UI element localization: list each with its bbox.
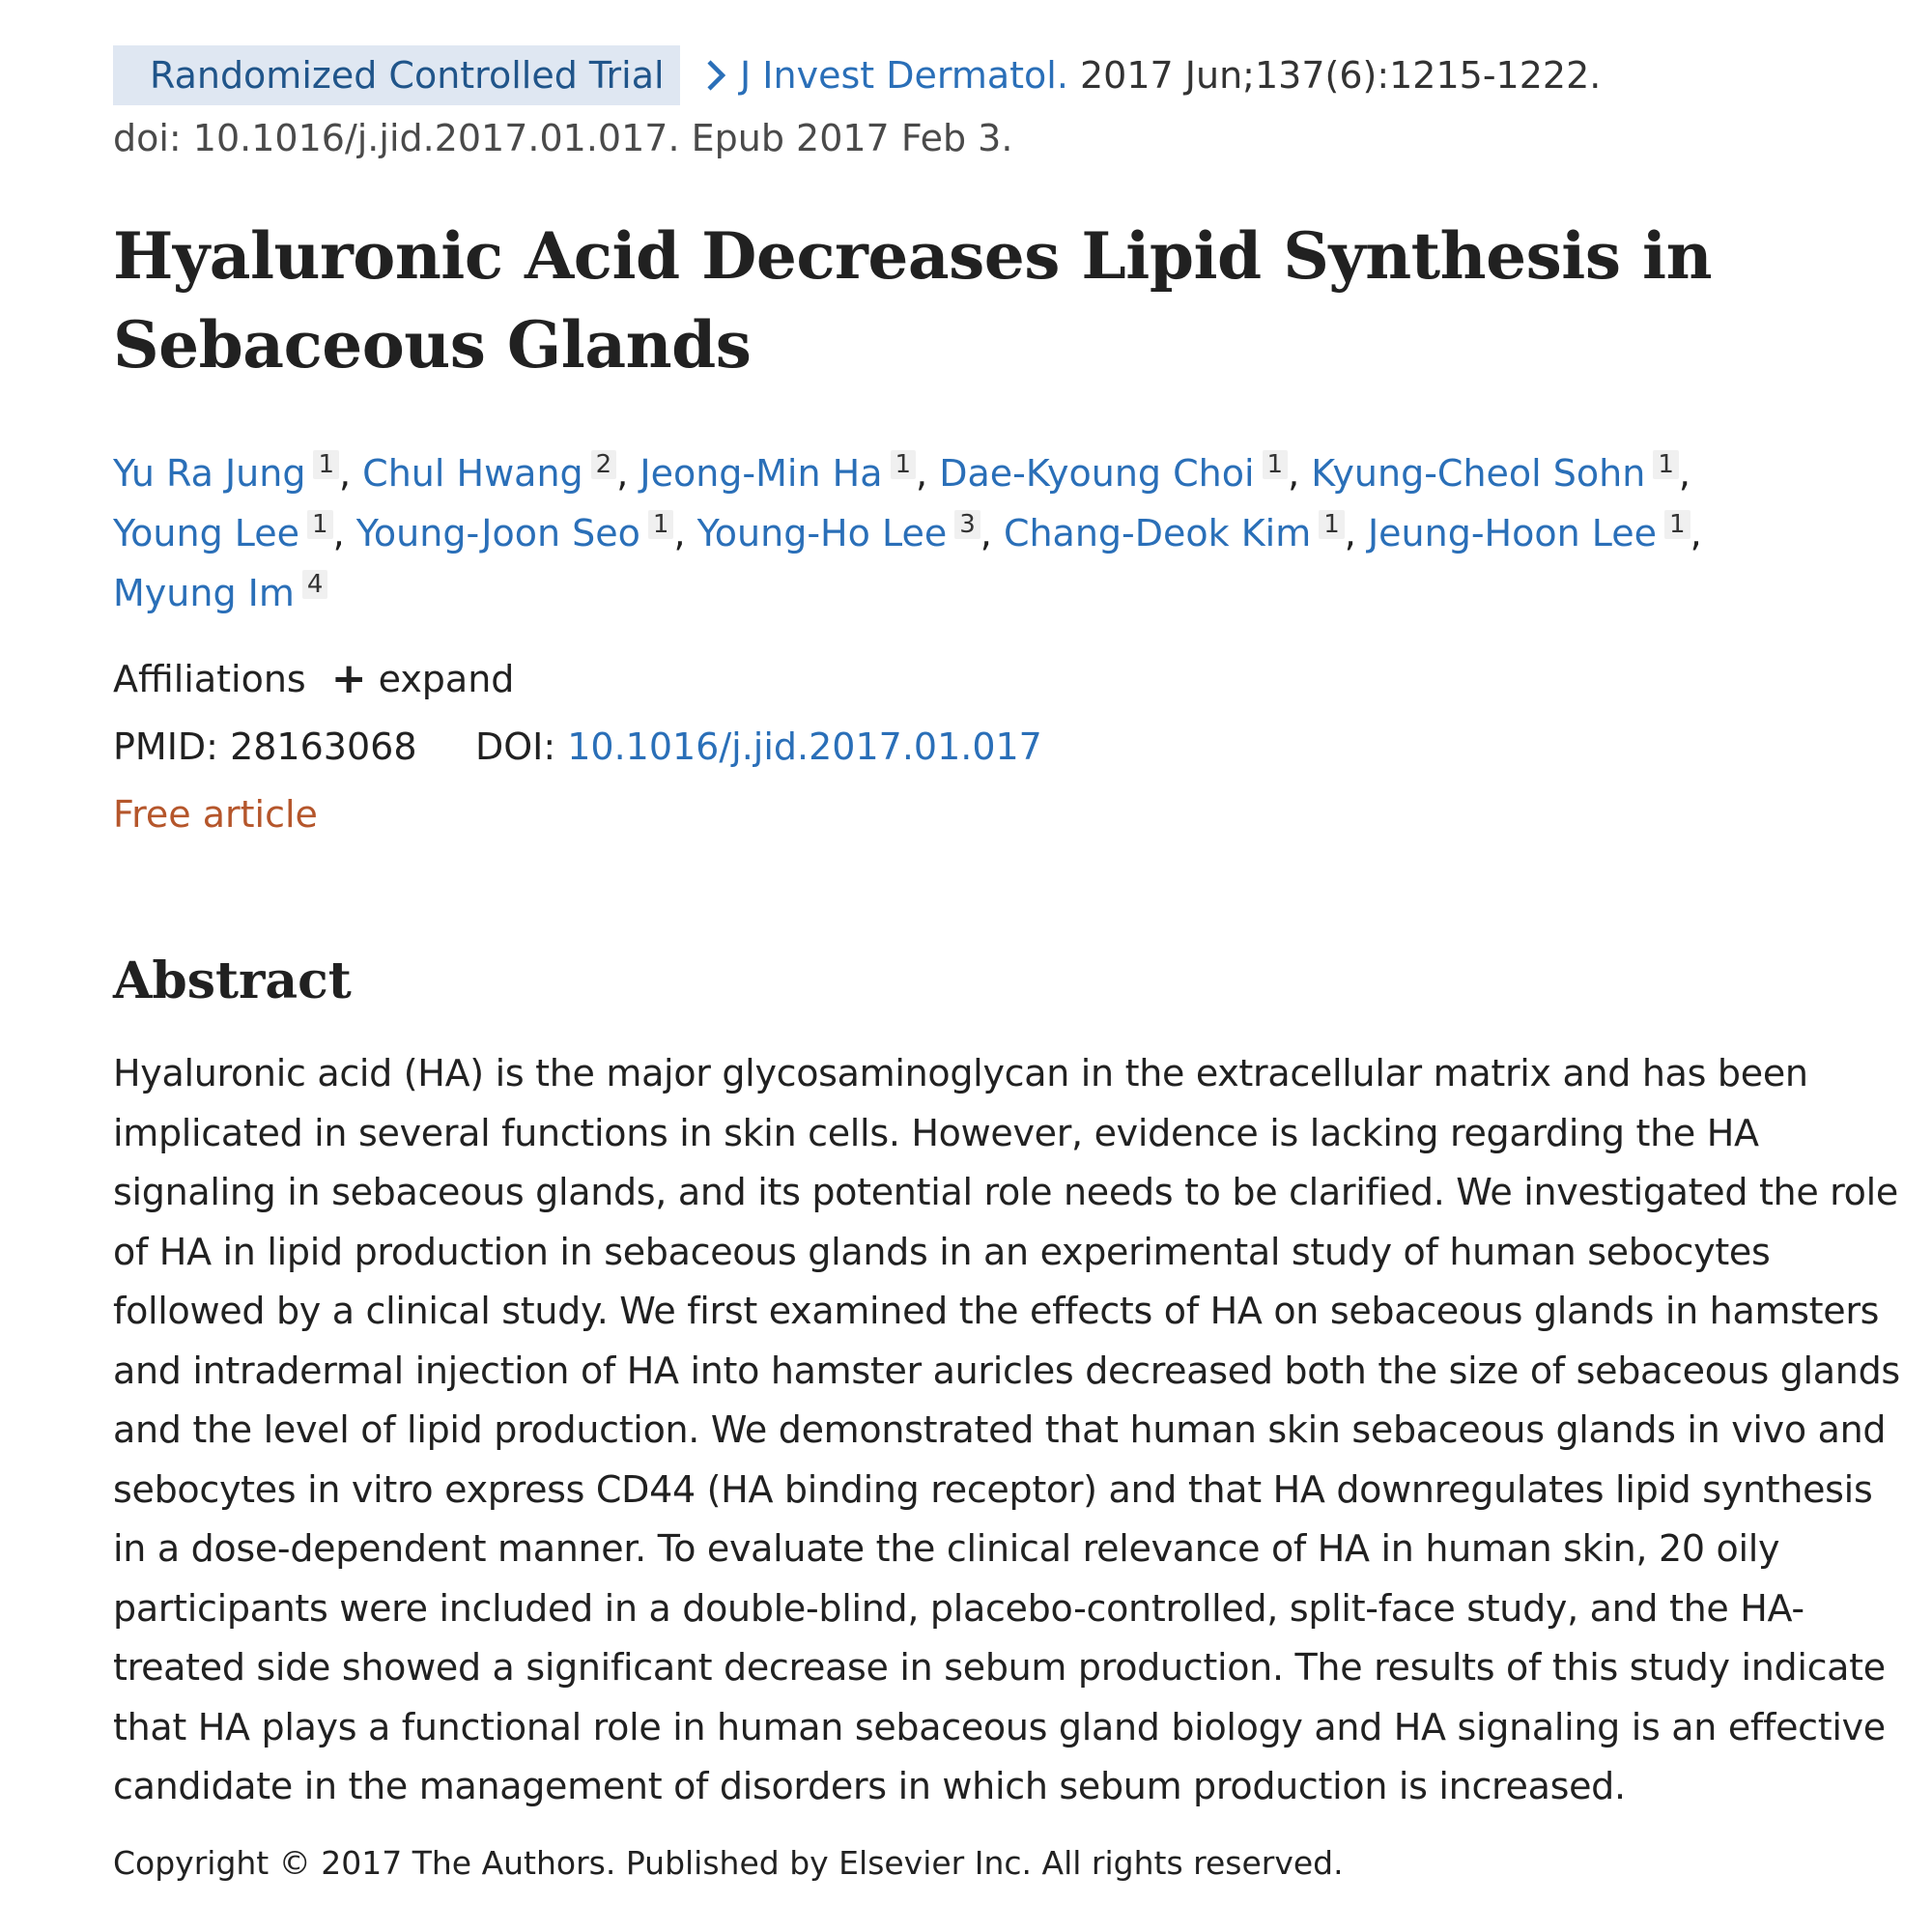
author-separator: , (980, 512, 1004, 554)
expand-label: expand (378, 658, 515, 700)
author-link[interactable]: Chang-Deok Kim (1003, 512, 1312, 554)
author-entry (639, 452, 939, 495)
affiliations-label: Affiliations (113, 658, 306, 700)
author-link[interactable]: Young-Joon Seo (355, 512, 640, 554)
author-link[interactable]: Yu Ra Jung (113, 452, 306, 495)
affiliations-row (113, 652, 1900, 706)
author-link[interactable]: Young-Ho Lee (696, 512, 948, 554)
author-separator: , (1344, 512, 1368, 554)
author-separator: , (1690, 512, 1702, 554)
affiliation-number[interactable]: 4 (302, 570, 328, 599)
author-link[interactable]: Dae-Kyoung Choi (939, 452, 1255, 495)
author-separator: , (1678, 452, 1690, 495)
publication-type-badge[interactable]: Randomized Controlled Trial (113, 45, 680, 105)
affiliation-number[interactable]: 1 (891, 450, 917, 479)
author-link[interactable]: Jeung-Hoon Lee (1367, 512, 1658, 554)
author-link[interactable]: Chul Hwang (362, 452, 583, 495)
author-separator: , (339, 452, 363, 495)
author-entry (939, 452, 1311, 495)
copyright-notice: Copyright © 2017 The Authors. Published by Elsevier Inc. All rights reserved. (113, 1843, 1344, 1882)
abstract-heading: Abstract (113, 952, 352, 1010)
author-link[interactable]: Kyung-Cheol Sohn (1311, 452, 1646, 495)
author-list (113, 443, 1794, 623)
article-page (113, 45, 1900, 1882)
affiliation-number[interactable]: 1 (1263, 450, 1289, 479)
doi-label: DOI: (474, 725, 556, 768)
affiliation-number[interactable]: 2 (591, 450, 617, 479)
author-separator: , (332, 512, 356, 554)
author-separator: , (673, 512, 697, 554)
author-link[interactable]: Myung Im (113, 572, 295, 614)
affiliation-number[interactable]: 1 (648, 510, 674, 539)
affiliation-number[interactable]: 1 (313, 450, 339, 479)
affiliation-number[interactable]: 1 (1319, 510, 1345, 539)
journal-link[interactable]: J Invest Dermatol. (740, 54, 1068, 97)
author-entry (1368, 512, 1702, 554)
author-entry (1311, 452, 1690, 495)
affiliation-number[interactable]: 1 (1664, 510, 1690, 539)
chevron-right-icon (701, 58, 730, 93)
affiliation-number[interactable]: 1 (307, 510, 333, 539)
doi-epub-line: doi: 10.1016/j.jid.2017.01.017. Epub 2017 Feb 3. (113, 117, 1013, 159)
plus-icon: + (330, 654, 367, 703)
author-separator: , (916, 452, 940, 495)
author-link[interactable]: Young Lee (113, 512, 300, 554)
doi-link[interactable]: 10.1016/j.jid.2017.01.017 (567, 725, 1042, 768)
author-separator: , (616, 452, 640, 495)
journal-citation (701, 54, 1601, 97)
author-entry (697, 512, 1004, 554)
expand-affiliations-button[interactable] (330, 654, 515, 703)
article-title: Hyaluronic Acid Decreases Lipid Synthesis in Sebaceous Glands (113, 218, 1713, 383)
free-article-label: Free article (113, 793, 318, 836)
citation-details: 2017 Jun;137(6):1215-1222. (1080, 54, 1602, 97)
author-entry (356, 512, 697, 554)
author-entry (1004, 512, 1368, 554)
citation-header (113, 45, 1900, 105)
author-entry (362, 452, 639, 495)
affiliation-number[interactable]: 1 (1653, 450, 1679, 479)
pmid-value: 28163068 (230, 725, 417, 768)
identifiers (113, 720, 1900, 774)
affiliation-number[interactable]: 3 (954, 510, 980, 539)
author-separator: , (1288, 452, 1312, 495)
author-entry (113, 452, 362, 495)
abstract-text: Hyaluronic acid (HA) is the major glycosaminoglycan in the extracellular matrix and has been implicated in several functions in skin cells. However, evidence is lacking regarding the HA signaling in sebaceous glands, and its potential role needs to be clarified. We investigated the role of HA in lipid production in sebaceous glands in an experimental study of human sebocytes followed by a clinical study. We first examined the effects of HA on sebaceous glands in hamsters and intradermal injection of HA into hamster auricles decreased both the size of sebaceous glands and the level of lipid production. We demonstrated that human skin sebaceous glands in vivo and sebocytes in vitro express CD44 (HA binding receptor) and that HA downregulates lipid synthesis in a dose-dependent manner. To evaluate the clinical relevance of HA in human skin, 20 oily participants were included in a double-blind, placebo-controlled, split-face study, and the HA-treated side showed a significant decrease in sebum production. The results of this study indicate that HA plays a functional role in human sebaceous gland biology and HA signaling is an effective candidate in the management of disorders in which sebum production is increased. (113, 1052, 1900, 1807)
author-entry (113, 512, 356, 554)
author-entry (113, 572, 327, 614)
pmid-label: PMID: (113, 725, 218, 768)
author-link[interactable]: Jeong-Min Ha (639, 452, 883, 495)
